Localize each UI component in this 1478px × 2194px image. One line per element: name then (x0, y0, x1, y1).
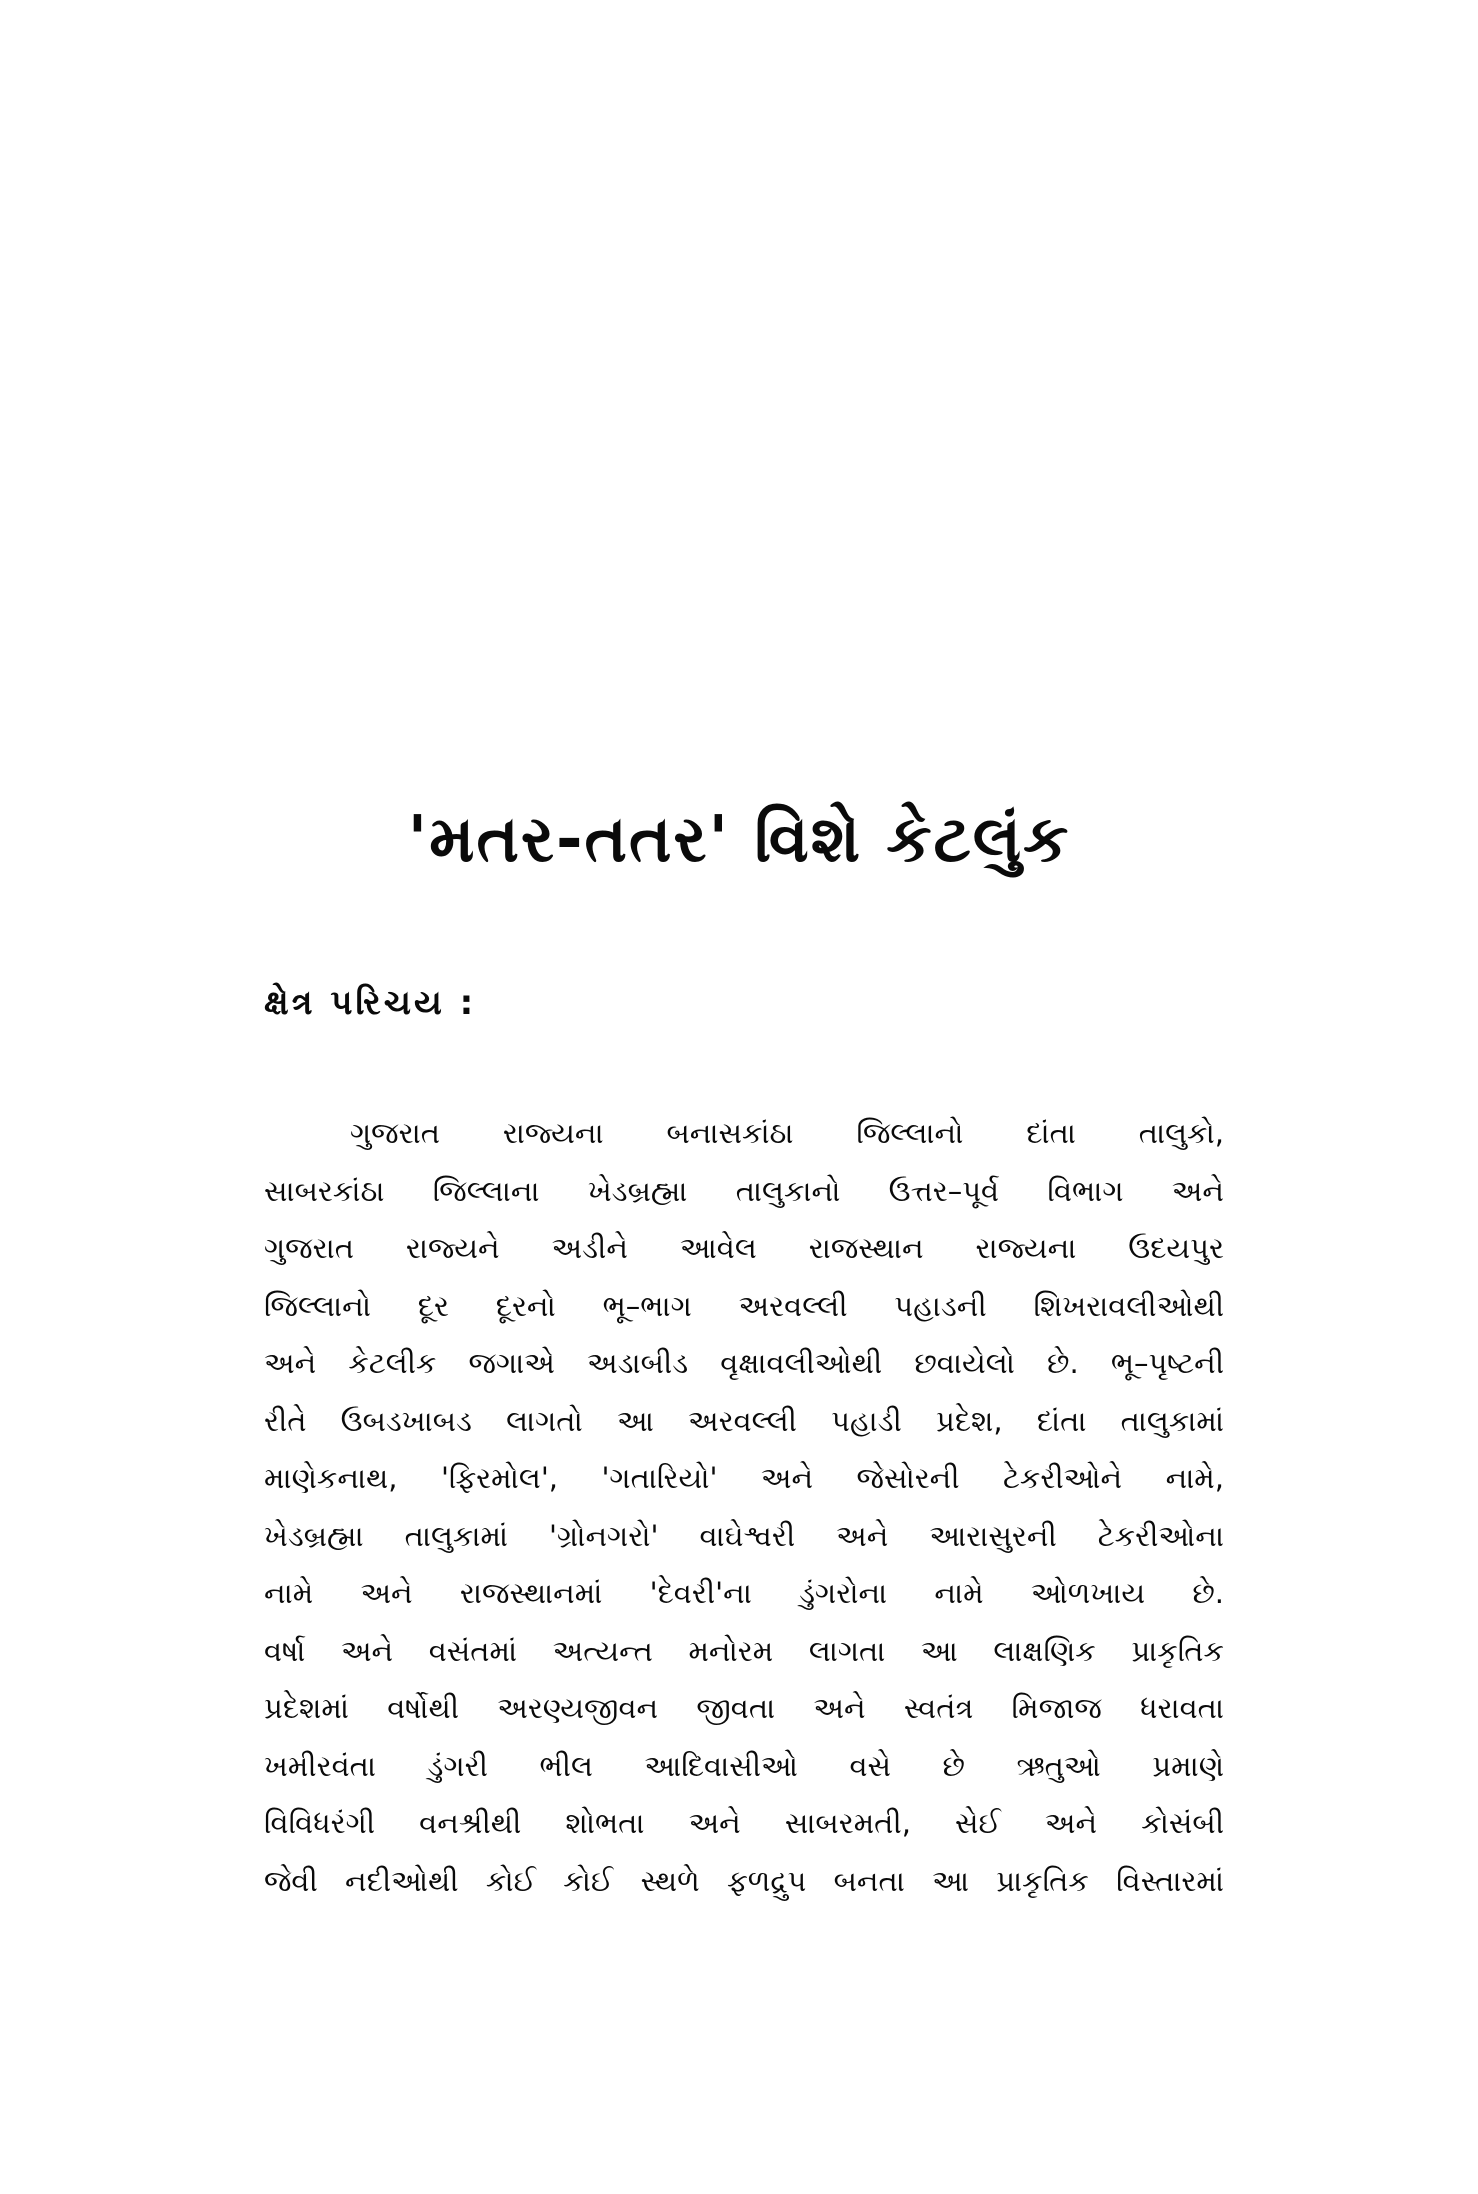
section-heading: ક્ષેત્ર પરિચય : (264, 983, 477, 1023)
paragraph-line: સાબરકાંઠા જિલ્લાના ખેડબ્રહ્મા તાલુકાનો ઉત્તર–પૂર્વ વિભાગ અને (264, 1173, 1224, 1208)
paragraph-line: વર્ષા અને વસંતમાં અત્યન્ત મનોરમ લાગતા આ લાક્ષણિક પ્રાકૃતિક (264, 1633, 1224, 1668)
body-paragraph (264, 1105, 1224, 1910)
paragraph-line: રીતે ઉબડખાબડ લાગતો આ અરવલ્લી પહાડી પ્રદેશ, દાંતા તાલુકામાં (264, 1403, 1224, 1438)
paragraph-line: ખમીરવંતા ડુંગરી ભીલ આદિવાસીઓ વસે છે ઋતુઓ પ્રમાણે (264, 1748, 1224, 1783)
paragraph-line: માણેકનાથ, 'ફિરમોલ', 'ગતારિયો' અને જેસોરની ટેકરીઓને નામે, (264, 1461, 1224, 1495)
paragraph-line: જિલ્લાનો દૂર દૂરનો ભૂ–ભાગ અરવલ્લી પહાડની શિખરાવલીઓથી (264, 1288, 1224, 1323)
paragraph-line: પ્રદેશમાં વર્ષોથી અરણ્યજીવન જીવતા અને સ્વતંત્ર મિજાજ ધરાવતા (264, 1691, 1224, 1725)
paragraph-line: ગુજરાત રાજ્યને અડીને આવેલ રાજસ્થાન રાજ્યના ઉદયપુર (264, 1231, 1224, 1265)
paragraph-line: વિવિધરંગી વનશ્રીથી શોભતા અને સાબરમતી, સેઈ અને કોસંબી (264, 1806, 1224, 1840)
paragraph-line: અને કેટલીક જગાએ અડાબીડ વૃક્ષાવલીઓથી છવાયેલો છે. ભૂ–પૃષ્ટની (264, 1346, 1224, 1380)
paragraph-line: ખેડબ્રહ્મા તાલુકામાં 'ગ્રોનગરો' વાઘેશ્વરી અને આરાસુરની ટેકરીઓના (264, 1518, 1224, 1553)
chapter-title: 'મતર-તતર' વિશે કેટલુંક (407, 803, 1071, 877)
paragraph-line: નામે અને રાજસ્થાનમાં 'દેવરી'ના ડુંગરોના નામે ઓળખાય છે. (264, 1576, 1224, 1610)
paragraph-line: ગુજરાત રાજ્યના બનાસકાંઠા જિલ્લાનો દાંતા તાલુકો, (350, 1116, 1224, 1150)
paragraph-line: જેવી નદીઓથી કોઈ કોઈ સ્થળે ફળદ્રુપ બનતા આ પ્રાકૃતિક વિસ્તારમાં (264, 1863, 1224, 1898)
